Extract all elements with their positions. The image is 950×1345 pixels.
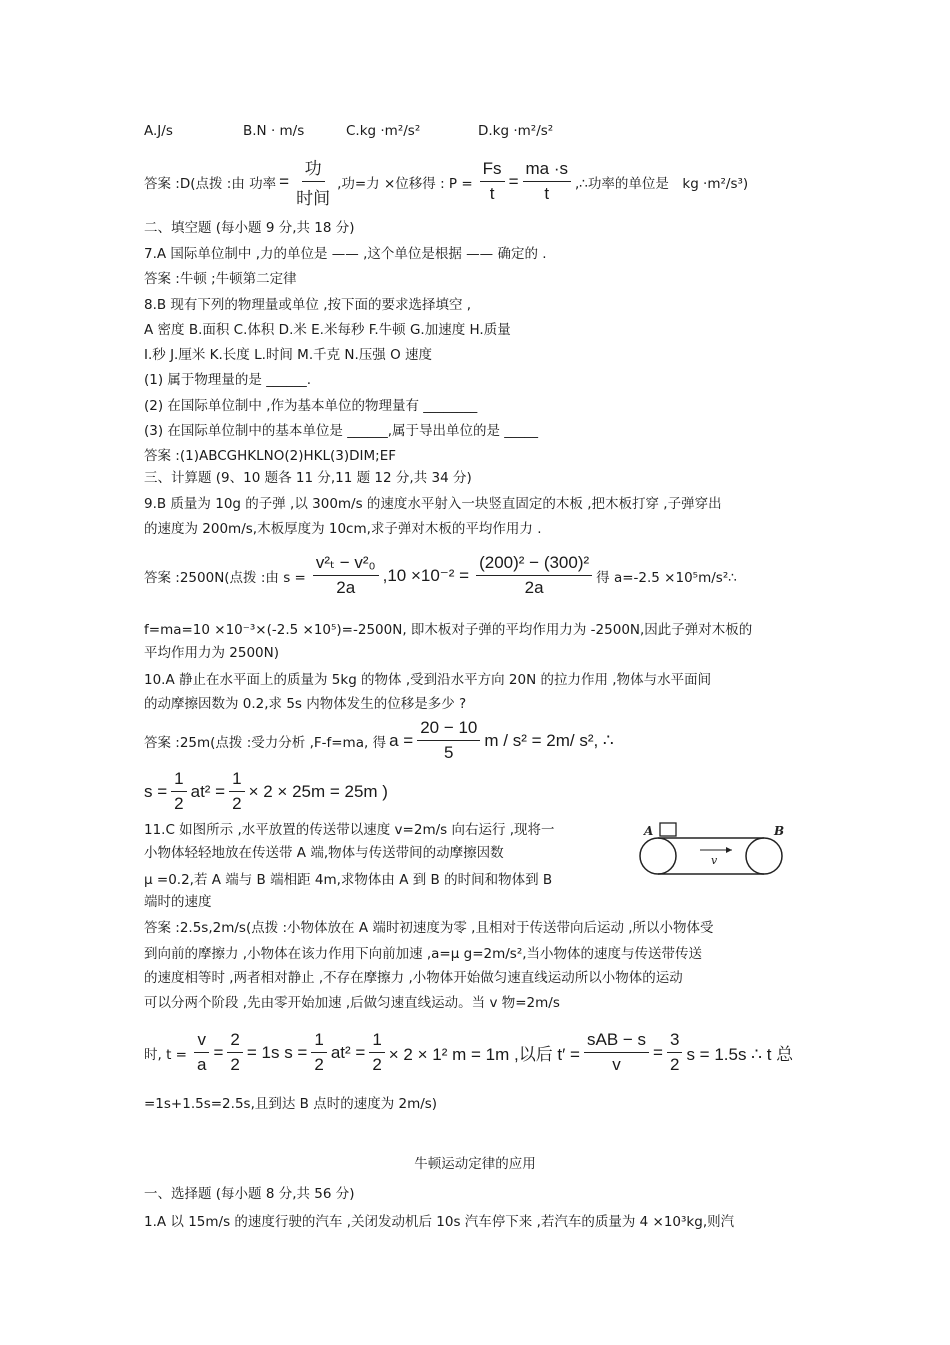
left-pulley-icon	[640, 838, 676, 874]
section-heading: 牛顿运动定律的应用	[414, 1156, 536, 1172]
q8-items-row2: I.秒 J.厘米 K.长度 L.时间 M.千克 N.压强 O 速度	[144, 347, 432, 363]
q11-f1-den: a	[196, 1055, 207, 1074]
q6-frac3-den: t	[544, 184, 550, 203]
q11-mid2: at² =	[330, 1042, 366, 1062]
q9-answer	[144, 553, 740, 598]
q6-answer-prefix: 答案 :D(点拨 :由 功率	[144, 175, 277, 192]
q11-f4-num: 1	[369, 1030, 384, 1053]
option-a: A.J/s	[144, 123, 173, 139]
q6-answer	[144, 154, 751, 209]
option-b: B.N · m/s	[243, 123, 305, 139]
q9-frac1-den: 2a	[336, 578, 356, 597]
q8-text: 8.B 现有下列的物理量或单位 ,按下面的要求选择填空 ,	[144, 297, 472, 313]
q11-mid1: = 1s s =	[246, 1042, 308, 1062]
q10-answer	[144, 718, 614, 763]
q11-f6-num: 3	[667, 1030, 682, 1053]
q6-fraction-fs	[480, 159, 505, 204]
q11-f6-den: 2	[669, 1055, 680, 1074]
q10-fraction-half-2	[229, 769, 244, 814]
q10-answer-suffix: m / s² = 2m/ s², ∴	[484, 730, 614, 750]
q11-fraction-sab	[584, 1030, 649, 1075]
q11-f3-den: 2	[314, 1055, 324, 1074]
q10-fraction-half-1	[171, 769, 186, 814]
q6-frac2-num: Fs	[480, 159, 505, 182]
section2-title: 二、填空题 (每小题 9 分,共 18 分)	[144, 220, 355, 236]
q8-subquestion-3: (3) 在国际单位制中的基本单位是 ______,属于导出单位的是 _____	[144, 423, 539, 439]
q9-line1: 9.B 质量为 10g 的子弹 ,以 300m/s 的速度水平射入一块竖直固定的木板 ,把木板打穿 ,子弹穿出	[144, 496, 722, 512]
q10-answer2-mid: at² =	[190, 781, 226, 801]
right-pulley-icon	[746, 838, 782, 874]
q9-answer-prefix: 答案 :2500N(点拨 :由 s =	[144, 569, 306, 586]
q9-frac2-num: (200)² − (300)²	[476, 553, 592, 576]
q11-eq-prefix: 时, t =	[144, 1046, 187, 1063]
q10-frac-den: 5	[444, 743, 454, 762]
q11-fraction-va	[194, 1030, 209, 1075]
q7-answer: 答案 :牛顿 ;牛顿第二定律	[144, 271, 297, 287]
option-d: D.kg ·m²/s²	[478, 123, 554, 139]
figure-label-a: A	[644, 824, 654, 838]
q10-answer-prefix: 答案 :25m(点拨 :受力分析 ,F-f=ma, 得	[144, 734, 387, 751]
q1-text: 1.A 以 15m/s 的速度行驶的汽车 ,关闭发动机后 10s 汽车停下来 ,若汽车的质量为 4 ×10³kg,则汽	[144, 1214, 735, 1230]
q11-fraction-half-2	[369, 1030, 384, 1075]
section1-title: 一、选择题 (每小题 8 分,共 56 分)	[144, 1186, 355, 1202]
figure-label-b: B	[774, 824, 785, 838]
q11-eq-suffix: s = 1.5s ∴ t 总	[686, 1045, 794, 1064]
q10-fraction-a	[417, 718, 480, 763]
q8-subquestion-1: (1) 属于物理量的是 ______.	[144, 372, 311, 388]
option-c: C.kg ·m²/s²	[346, 123, 421, 139]
q9-answer-suffix: 得 a=-2.5 ×10⁵m/s²∴	[596, 569, 737, 586]
q11-fraction-half-1	[311, 1030, 326, 1075]
q11-f4-den: 2	[372, 1055, 382, 1074]
q6-fraction-power	[293, 154, 333, 209]
q11-fraction-32	[667, 1030, 682, 1075]
q9-fraction-v	[476, 553, 592, 598]
q6-eq1: =	[279, 171, 290, 191]
q8-items-row1: A 密度 B.面积 C.体积 D.米 E.米每秒 F.牛顿 G.加速度 H.质量	[144, 322, 511, 338]
arrowhead-icon	[726, 847, 732, 853]
q11-f2-den: 2	[230, 1055, 240, 1074]
q11-eq2: =	[653, 1042, 663, 1062]
q9-fraction-s	[313, 553, 379, 598]
q6-answer-mid: ,功=力 ×位移得 : P =	[337, 175, 473, 192]
conveyor-belt-figure	[638, 818, 790, 882]
q10-f2-den: 2	[232, 794, 242, 813]
q8-subquestion-2: (2) 在国际单位制中 ,作为基本单位的物理量有 ________	[144, 398, 478, 414]
q9-frac2-den: 2a	[524, 578, 544, 597]
q11-f5-num: sAB − s	[584, 1030, 649, 1053]
q9-answer-line3: 平均作用力为 2500N)	[144, 645, 280, 661]
q6-answer-suffix: ,∴功率的单位是 kg ·m²/s³)	[575, 175, 749, 192]
q10-frac-num: 20 − 10	[417, 718, 480, 741]
q10-a-eq: a =	[389, 730, 414, 750]
q11-f2-num: 2	[227, 1030, 242, 1053]
q6-frac3-num: ma ·s	[523, 159, 572, 182]
q11-f3-num: 1	[311, 1030, 326, 1053]
q10-line1: 10.A 静止在水平面上的质量为 5kg 的物体 ,受到沿水平方向 20N 的拉力作用 ,物体与水平面间	[144, 672, 712, 688]
q6-fraction-mas	[523, 159, 572, 204]
q10-answer-2	[144, 769, 388, 814]
q11-mid3: × 2 × 1² m = 1m ,以后 t′ =	[388, 1045, 580, 1064]
q10-s-eq: s =	[144, 781, 168, 801]
q9-answer-line2: f=ma=10 ×10⁻³×(-2.5 ×10⁵)=-2500N, 即木板对子弹的平均作用力为 -2500N,因此子弹对木板的	[144, 622, 753, 638]
q11-fraction-22	[227, 1030, 242, 1075]
q6-frac1-den: 时间	[296, 189, 331, 208]
q11-line3: μ =0.2,若 A 端与 B 端相距 4m,求物体由 A 到 B 的时间和物体到 B	[144, 872, 553, 888]
q11-answer-line1: 答案 :2.5s,2m/s(点拨 :小物体放在 A 端时初速度为零 ,且相对于传送带向后运动 ,所以小物体受	[144, 920, 714, 936]
section3-title: 三、计算题 (9、10 题各 11 分,11 题 12 分,共 34 分)	[144, 470, 472, 486]
q11-answer-line3: 的速度相等时 ,两者相对静止 ,不存在摩擦力 ,小物体开始做匀速直线运动所以小物体的运动	[144, 970, 683, 986]
q11-answer-line2: 到向前的摩擦力 ,小物体在该力作用下向前加速 ,a=μ g=2m/s²,当小物体的速度与传送带传送	[144, 946, 703, 962]
q10-line2: 的动摩擦因数为 0.2,求 5s 内物体发生的位移是多少 ?	[144, 696, 467, 712]
q9-answer-mid: ,10 ×10⁻² =	[382, 565, 470, 585]
q10-f1-den: 2	[174, 794, 184, 813]
q11-line4: 端时的速度	[144, 894, 212, 910]
q11-answer-eq	[144, 1030, 793, 1075]
q11-f5-den: v	[612, 1055, 621, 1074]
q7-text: 7.A 国际单位制中 ,力的单位是 —— ,这个单位是根据 —— 确定的 .	[144, 246, 547, 262]
q11-answer-last: =1s+1.5s=2.5s,且到达 B 点时的速度为 2m/s)	[144, 1096, 438, 1112]
q10-f2-num: 1	[229, 769, 244, 792]
q11-f1-num: v	[194, 1030, 209, 1053]
q11-line2: 小物体轻轻地放在传送带 A 端,物体与传送带间的动摩擦因数	[144, 845, 504, 861]
q10-answer2-suffix: × 2 × 25m = 25m )	[248, 781, 388, 801]
q6-frac2-den: t	[489, 184, 495, 203]
q6-eq2: =	[508, 171, 519, 191]
q9-line2: 的速度为 200m/s,木板厚度为 10cm,求子弹对木板的平均作用力 .	[144, 521, 542, 537]
q11-line1: 11.C 如图所示 ,水平放置的传送带以速度 v=2m/s 向右运行 ,现将一	[144, 822, 555, 838]
figure-label-v: v	[711, 854, 718, 867]
q6-frac1-num: 功	[302, 154, 325, 182]
block-icon	[660, 823, 676, 836]
q9-frac1-num: v²ₜ − v²₀	[313, 553, 379, 576]
q11-eq1: =	[213, 1042, 224, 1062]
q11-answer-line4: 可以分两个阶段 ,先由零开始加速 ,后做匀速直线运动。当 v 物=2m/s	[144, 995, 560, 1011]
q10-f1-num: 1	[171, 769, 186, 792]
q8-answer: 答案 :(1)ABCGHKLNO(2)HKL(3)DIM;EF	[144, 448, 396, 464]
